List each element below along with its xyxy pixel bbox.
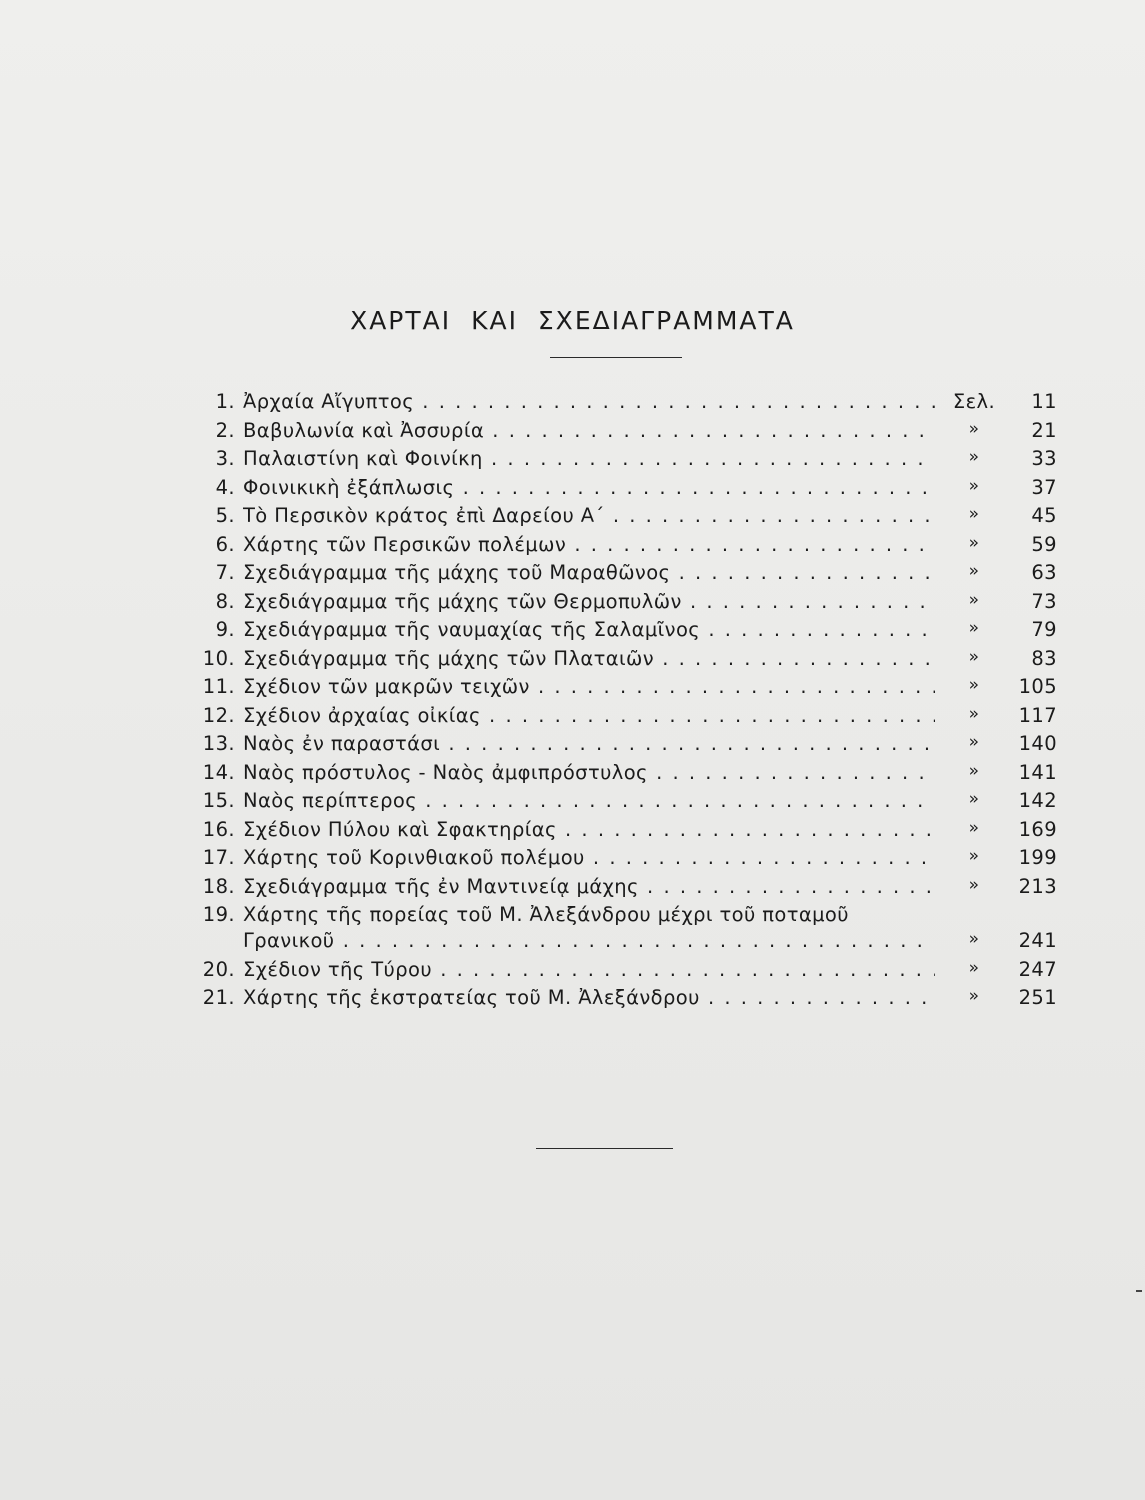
entry-number: 10.	[202, 646, 235, 670]
entry-title: Φοινικικὴ ἐξάπλωσις . . .	[243, 476, 935, 499]
entry-number: 14.	[202, 760, 235, 784]
entry-number: 2.	[215, 418, 235, 442]
entry-page: 117	[1018, 703, 1057, 727]
toc-entry	[195, 704, 1065, 733]
entry-page: 141	[1018, 760, 1057, 784]
ditto-mark: »	[968, 675, 980, 695]
entry-title: Ναὸς ἐν παραστάσι . . .	[243, 732, 935, 755]
entry-number: 3.	[215, 447, 235, 470]
entry-number: 13.	[202, 732, 235, 755]
toc-entry	[195, 504, 1065, 533]
ditto-mark: »	[968, 957, 980, 978]
entry-title: Σχέδιον τῆς Τύρου . . .	[243, 958, 935, 981]
entry-title: Σχεδιάγραμμα τῆς ἐν Μαντινείᾳ μάχης . . .	[243, 875, 935, 898]
entry-title: Χάρτης τοῦ Κορινθιακοῦ πολέμου . . .	[243, 846, 935, 869]
ditto-mark: »	[968, 703, 980, 724]
entry-title: Βαβυλωνία καὶ Ἀσσυρία . . .	[243, 419, 935, 442]
entry-page: 33	[1031, 447, 1057, 470]
entry-title: Σχεδιάγραμμα τῆς ναυμαχίας τῆς Σαλαμῖνος . . .	[243, 618, 935, 641]
toc-entry	[195, 903, 1065, 929]
ditto-mark: »	[968, 504, 980, 524]
entry-page: 45	[1031, 504, 1057, 527]
entry-page: 37	[1031, 475, 1057, 499]
entry-number: 16.	[202, 817, 235, 841]
entry-title: Χάρτης τῆς ἐκστρατείας τοῦ Μ. Ἀλεξάνδρου . . .	[243, 986, 935, 1009]
toc-entry	[195, 590, 1065, 619]
entry-page: 73	[1031, 589, 1057, 613]
toc-entry	[195, 846, 1065, 875]
entry-page: 142	[1018, 789, 1057, 812]
entry-page: 105	[1018, 675, 1057, 698]
edge-mark	[1136, 1290, 1142, 1292]
toc-entry	[195, 647, 1065, 676]
ditto-mark: »	[968, 846, 980, 866]
toc-entry	[195, 618, 1065, 647]
entry-number: 1.	[215, 390, 235, 413]
ditto-mark: »	[968, 986, 980, 1006]
ditto-mark: »	[968, 817, 980, 838]
entry-page: 247	[1018, 957, 1057, 981]
toc-entry	[195, 476, 1065, 505]
toc-entry	[195, 958, 1065, 987]
entry-page: 213	[1018, 874, 1057, 898]
toc-entry	[195, 419, 1065, 448]
ditto-mark: »	[968, 929, 980, 949]
entry-page: 59	[1031, 532, 1057, 556]
entry-number: 9.	[215, 618, 235, 641]
entry-number: 20.	[202, 957, 235, 981]
entry-number: 15.	[202, 789, 235, 812]
entry-page: 241	[1018, 929, 1057, 952]
entry-title: Ναὸς πρόστυλος - Ναὸς ἀμφιπρόστυλος . . .	[243, 761, 935, 784]
entry-page: 169	[1018, 817, 1057, 841]
toc-entry	[195, 447, 1065, 476]
toc-entry	[195, 675, 1065, 704]
toc-entry	[195, 761, 1065, 790]
ditto-mark: »	[968, 732, 980, 752]
entry-number: 4.	[215, 475, 235, 499]
entry-number: 19.	[202, 903, 235, 926]
entry-title: Σχέδιον Πύλου καὶ Σφακτηρίας . . .	[243, 818, 935, 841]
toc-entry	[195, 561, 1065, 590]
entry-page: 63	[1031, 561, 1057, 584]
entry-number: 8.	[215, 589, 235, 613]
entry-page: 79	[1031, 618, 1057, 641]
entry-page: 21	[1031, 418, 1057, 442]
entry-number: 6.	[215, 532, 235, 556]
entry-title: Χάρτης τῶν Περσικῶν πολέμων . . .	[243, 533, 935, 556]
entry-page: 11	[1031, 390, 1057, 413]
toc-entry	[195, 533, 1065, 562]
entry-title: Χάρτης τῆς πορείας τοῦ Μ. Ἀλεξάνδρου μέχρι τοῦ ποταμοῦ	[243, 903, 849, 926]
entry-page: 140	[1018, 732, 1057, 755]
entry-title: Παλαιστίνη καὶ Φοινίκη . . .	[243, 447, 935, 470]
ditto-mark: »	[968, 532, 980, 553]
toc-entry	[195, 818, 1065, 847]
entry-title: Σχεδιάγραμμα τῆς μάχης τῶν Θερμοπυλῶν . . .	[243, 590, 935, 613]
entry-page: 251	[1018, 986, 1057, 1009]
ditto-mark: »	[968, 760, 980, 781]
toc-entry	[195, 789, 1065, 818]
entry-title: Σχεδιάγραμμα τῆς μάχης τοῦ Μαραθῶνος . . .	[243, 561, 935, 584]
ditto-mark: »	[968, 475, 980, 496]
page-prefix: Σελ.	[952, 390, 996, 413]
entry-title-continuation: Γρανικοῦ . . .	[243, 929, 935, 952]
entry-page: 199	[1018, 846, 1057, 869]
page-title: ΧΑΡΤΑΙ ΚΑΙ ΣΧΕΔΙΑΓΡΑΜΜΑΤΑ	[350, 306, 795, 335]
toc-entry	[195, 390, 1065, 419]
toc-entry	[195, 986, 1065, 1015]
entry-number: 18.	[202, 874, 235, 898]
table-of-contents	[195, 390, 1065, 1015]
entry-number: 11.	[202, 675, 235, 698]
entry-number: 21.	[202, 986, 235, 1009]
ditto-mark: »	[968, 789, 980, 809]
ditto-mark: »	[968, 618, 980, 638]
entry-title: Ναὸς περίπτερος . . .	[243, 789, 935, 812]
ditto-mark: »	[968, 418, 980, 439]
ditto-mark: »	[968, 874, 980, 895]
entry-title: Τὸ Περσικὸν κράτος ἐπὶ Δαρείου Α΄ . . .	[243, 504, 935, 527]
ditto-mark: »	[968, 646, 980, 667]
toc-entry-continuation	[195, 929, 1065, 958]
entry-title: Σχέδιον ἀρχαίας οἰκίας . . .	[243, 704, 935, 727]
title-divider	[550, 357, 682, 358]
entry-number: 12.	[202, 703, 235, 727]
toc-entry	[195, 875, 1065, 904]
entry-number: 17.	[202, 846, 235, 869]
entry-page: 83	[1031, 646, 1057, 670]
entry-title: Σχεδιάγραμμα τῆς μάχης τῶν Πλαταιῶν . . .	[243, 647, 935, 670]
entry-title: Ἀρχαία Αἴγυπτος . . .	[243, 390, 935, 413]
ditto-mark: »	[968, 447, 980, 467]
ditto-mark: »	[968, 561, 980, 581]
bottom-divider	[536, 1148, 673, 1149]
ditto-mark: »	[968, 589, 980, 610]
toc-entry	[195, 732, 1065, 761]
entry-number: 7.	[215, 561, 235, 584]
entry-title: Σχέδιον τῶν μακρῶν τειχῶν . . .	[243, 675, 935, 698]
entry-number: 5.	[215, 504, 235, 527]
